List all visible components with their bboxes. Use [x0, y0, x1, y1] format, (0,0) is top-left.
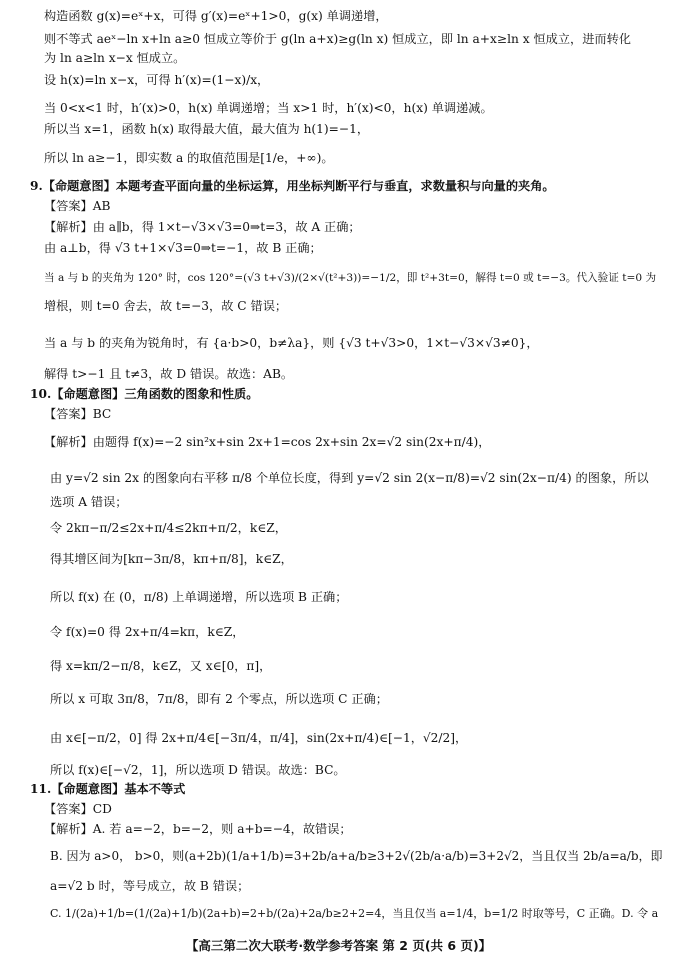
text-line: 为 ln a≥ln x−x 恒成立。	[44, 51, 186, 65]
text-line: 由 y=√2 sin 2x 的图象向右平移 π/8 个单位长度，得到 y=√2 sin 2(x−π/8)=√2 sin(2x−π/4) 的图象，所以	[50, 471, 649, 485]
text-line: 选项 A 错误；	[50, 495, 128, 509]
text-line: 得其增区间为[kπ−3π/8，kπ+π/8]，k∈Z，	[50, 552, 293, 566]
text-line: 则不等式 aeˣ−ln x+ln a≥0 恒成立等价于 g(ln a+x)≥g(ln x) 恒成立，即 ln a+x≥ln x 恒成立，进而转化	[44, 32, 631, 46]
text-line: 所以当 x=1，函数 h(x) 取得最大值，最大值为 h(1)=−1，	[44, 122, 370, 136]
text-line: 得 x=kπ/2−π/8，k∈Z，又 x∈[0，π]，	[50, 659, 272, 673]
text-line: 【答案】AB	[44, 199, 111, 213]
text-line: 由 x∈[−π/2，0] 得 2x+π/4∈[−3π/4，π/4]，sin(2x+π/4)∈[−1，√2/2]，	[50, 731, 468, 745]
text-line: 当 a 与 b 的夹角为锐角时，有 {a·b>0，b≠λa}，则 {√3 t+√3>0，1×t−√3×√3≠0}，	[44, 336, 539, 350]
text-line: 构造函数 g(x)=eˣ+x，可得 g′(x)=eˣ+1>0，g(x) 单调递增，	[44, 9, 388, 23]
text-line: 设 h(x)=ln x−x，可得 h′(x)=(1−x)/x，	[44, 73, 270, 87]
text-line: 令 f(x)=0 得 2x+π/4=kπ，k∈Z，	[50, 625, 245, 639]
text-line: C. 1/(2a)+1/b=(1/(2a)+1/b)(2a+b)=2+b/(2a)+2a/b≥2+2=4，当且仅当 a=1/4，b=1/2 时取等号，C 正确。D. 令 a	[50, 907, 659, 920]
text-line: 【解析】由 a∥b，得 1×t−√3×√3=0⇒t=3，故 A 正确；	[44, 220, 361, 234]
text-line: 所以 ln a≥−1，即实数 a 的取值范围是[1/e，+∞)。	[44, 151, 334, 165]
text-line: 所以 f(x)∈[−√2，1]，所以选项 D 错误。故选：BC。	[50, 763, 346, 777]
text-line: a=√2 b 时，等号成立，故 B 错误；	[50, 879, 250, 893]
text-line: 当 0<x<1 时，h′(x)>0，h(x) 单调递增；当 x>1 时，h′(x)<0，h(x) 单调递减。	[44, 101, 493, 115]
text-line: 9.【命题意图】本题考查平面向量的坐标运算，用坐标判断平行与垂直，求数量积与向量的夹角。	[30, 179, 555, 193]
text-line: 由 a⊥b，得 √3 t+1×√3=0⇒t=−1，故 B 正确；	[44, 241, 322, 255]
text-line: 【答案】CD	[44, 802, 112, 816]
text-line: 【解析】由题得 f(x)=−2 sin²x+sin 2x+1=cos 2x+sin 2x=√2 sin(2x+π/4)，	[44, 435, 491, 449]
text-line: 增根，则 t=0 舍去，故 t=−3，故 C 错误；	[44, 299, 288, 313]
text-line: 所以 x 可取 3π/8，7π/8，即有 2 个零点，所以选项 C 正确；	[50, 692, 388, 706]
text-line: B. 因为 a>0， b>0，则(a+2b)(1/a+1/b)=3+2b/a+a/b≥3+2√(2b/a·a/b)=3+2√2，当且仅当 2b/a=a/b，即	[50, 849, 663, 863]
text-line: 当 a 与 b 的夹角为 120° 时，cos 120°=(√3 t+√3)/(2×√(t²+3))=−1/2，即 t²+3t=0，解得 t=0 或 t=−3。代入验证 t=0 为	[44, 272, 657, 284]
text-line: 10.【命题意图】三角函数的图象和性质。	[30, 387, 259, 401]
text-line: 所以 f(x) 在 (0，π/8) 上单调递增，所以选项 B 正确；	[50, 590, 348, 604]
page-footer: 【高三第二次大联考·数学参考答案 第 2 页(共 6 页)】	[185, 938, 492, 953]
text-line: 【解析】A. 若 a=−2，b=−2，则 a+b=−4，故错误；	[44, 822, 352, 836]
text-line: 11.【命题意图】基本不等式	[30, 782, 186, 796]
text-line: 令 2kπ−π/2≤2x+π/4≤2kπ+π/2，k∈Z，	[50, 521, 287, 535]
text-line: 解得 t>−1 且 t≠3，故 D 错误。故选：AB。	[44, 367, 294, 381]
text-line: 【答案】BC	[44, 407, 112, 421]
